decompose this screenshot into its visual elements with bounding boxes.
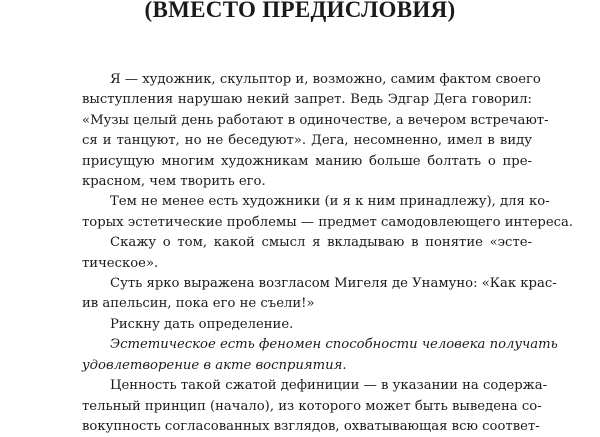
text-line: Рискну дать определение. xyxy=(110,316,294,332)
paragraph xyxy=(82,376,548,437)
paragraph xyxy=(82,70,549,192)
paragraph xyxy=(82,192,574,233)
text-line: Я — художник, скульптор и, возможно, самим фактом своего xyxy=(110,72,541,87)
text-line: Тем не менее есть художники (и я к ним принадлежу), для ко- xyxy=(110,194,550,210)
paragraph-italic xyxy=(82,335,558,376)
text-line: тельный принцип (начало), из которого может быть выведена со- xyxy=(82,398,542,414)
text-line: красном, чем творить его. xyxy=(82,174,266,190)
paragraph xyxy=(82,315,532,335)
text-line: тическое». xyxy=(82,255,159,271)
chapter-heading: (ВМЕСТО ПРЕДИСЛОВИЯ) xyxy=(144,0,456,22)
text-line: выступления нарушаю некий запрет. Ведь Эдгар Дега говорил: xyxy=(82,92,532,108)
text-line: Скажу о том, какой смысл я вкладываю в понятие «эсте- xyxy=(110,235,532,251)
paragraph xyxy=(82,233,532,274)
text-line: вокупность согласованных взглядов, охватывающая всю соответ- xyxy=(82,418,540,434)
paragraph xyxy=(82,274,557,315)
text-line: ся и танцуют, но не беседуют». Дега, несомненно, имел в виду xyxy=(82,133,532,149)
text-line: «Музы целый день работают в одиночестве, а вечером встречают- xyxy=(82,112,549,128)
text-line: удовлетворение в акте восприятия. xyxy=(82,357,347,373)
text-line: ив апельсин, пока его не съели!» xyxy=(82,296,315,312)
text-line: Ценность такой сжатой дефиниции — в указании на содержа- xyxy=(110,378,548,394)
text-line: торых эстетические проблемы — предмет самодовлеющего интереса. xyxy=(82,214,574,230)
text-line: присущую многим художникам манию больше болтать о пре- xyxy=(82,153,532,169)
text-line: Эстетическое есть феномен способности человека получать xyxy=(110,337,558,353)
text-line: Суть ярко выражена возгласом Мигеля де Унамуно: «Как крас- xyxy=(110,276,557,292)
body-text xyxy=(82,70,574,437)
